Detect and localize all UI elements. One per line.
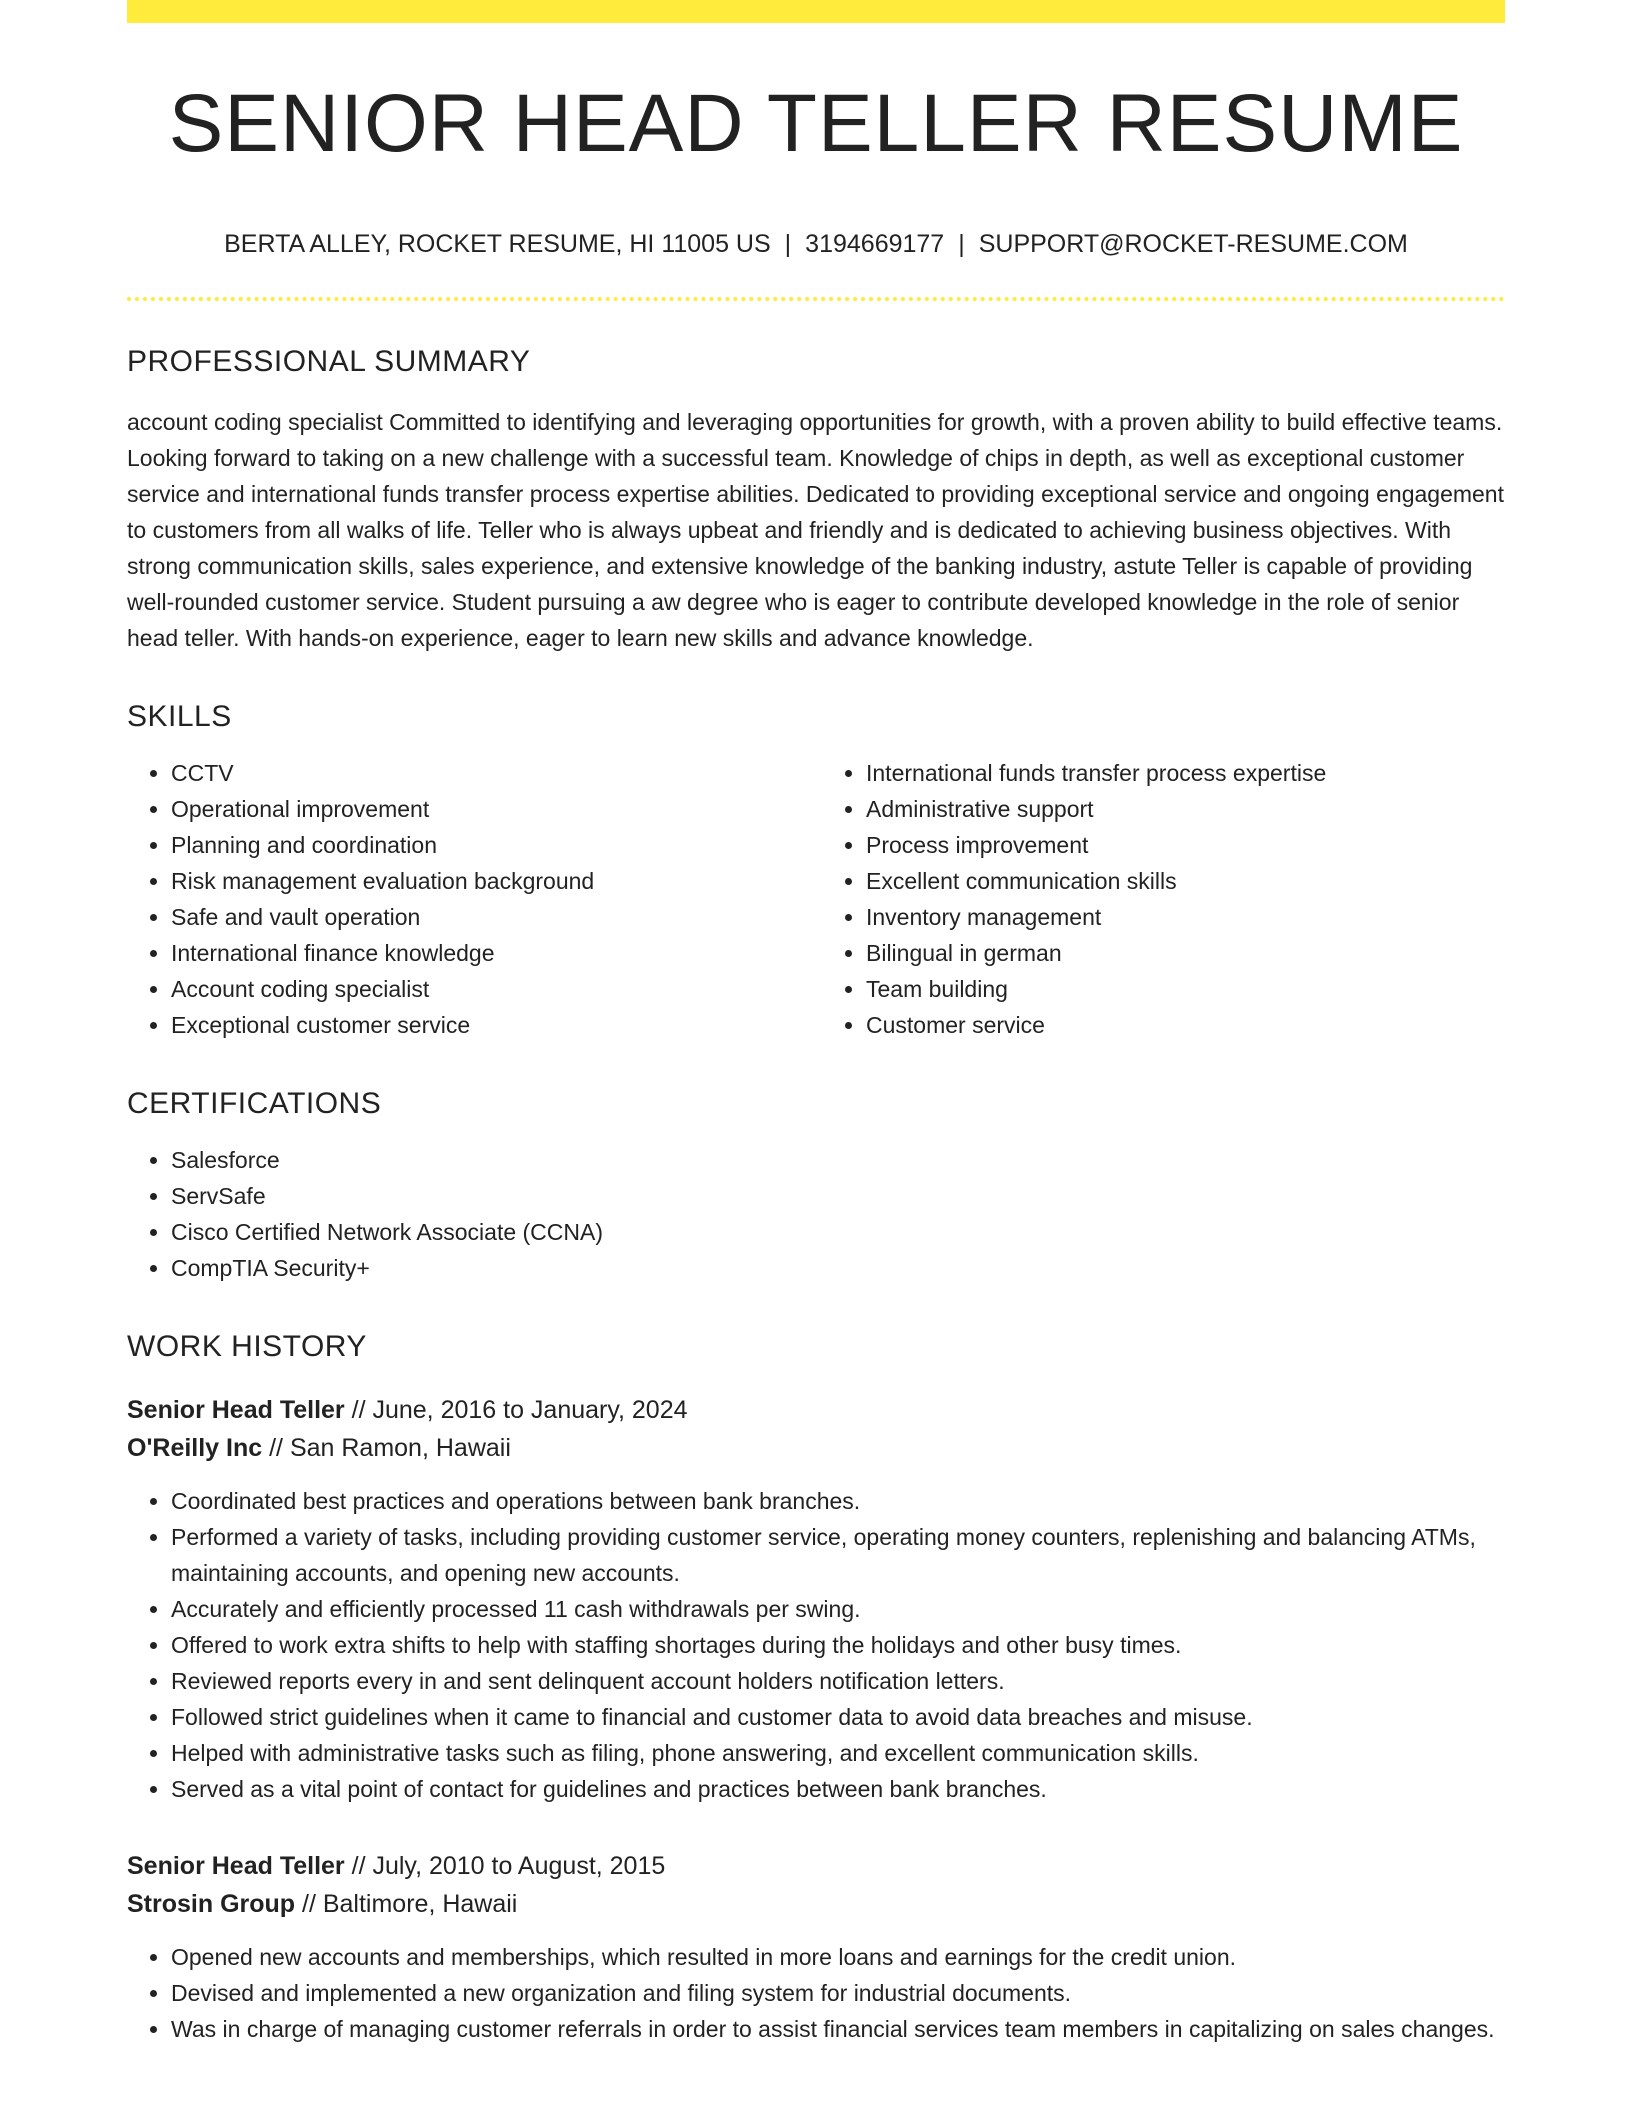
contact-separator: |	[784, 230, 792, 258]
summary-text: account coding specialist Committed to identifying and leveraging opportunities for growth, with a proven ability to build effective teams. Looking forward to taking on a new challenge with a successful team. Knowledge of chips in depth, as well as exceptional customer service and international funds transfer process expertise abilities. Dedicated to providing exceptional service and ongoing engagement to customers from all walks of life. Teller who is always upbeat and friendly and is dedicated to achieving business objectives. With strong communication skills, sales experience, and extensive knowledge of the banking industry, astute Teller is capable of providing well-rounded customer service. Student pursuing a aw degree who is eager to contribute developed knowledge in the role of senior head teller. With hands-on experience, eager to learn new skills and advance knowledge.	[127, 409, 1504, 651]
job-duty-item: • Devised and implemented a new organization and filing system for industrial documents.	[171, 1975, 1505, 2011]
skill-item: • Account coding specialist	[171, 971, 816, 1007]
skill-item: • Inventory management	[866, 899, 1505, 935]
skill-item: • Process improvement	[866, 827, 1505, 863]
certification-item: • ServSafe	[171, 1178, 1505, 1214]
skill-item: • Operational improvement	[171, 791, 816, 827]
job-duties-list	[127, 1939, 1505, 2047]
skill-item: • Customer service	[866, 1007, 1505, 1043]
job-duties-list	[127, 1483, 1505, 1807]
job-duty-item: • Followed strict guidelines when it came to financial and customer data to avoid data breaches and misuse.	[171, 1699, 1505, 1735]
contact-phone: 3194669177	[805, 230, 945, 258]
skill-item: • CCTV	[171, 755, 816, 791]
job-location: // Baltimore, Hawaii	[302, 1890, 518, 1918]
job-location: // San Ramon, Hawaii	[269, 1434, 511, 1462]
skill-item: • International finance knowledge	[171, 935, 816, 971]
dotted-divider	[127, 297, 1505, 301]
certification-item: • Cisco Certified Network Associate (CCNA)	[171, 1214, 1505, 1250]
job-duty-item: • Coordinated best practices and operations between bank branches.	[171, 1483, 1505, 1519]
job-duty-item: • Served as a vital point of contact for guidelines and practices between bank branches.	[171, 1771, 1505, 1807]
job-entry	[127, 1847, 1505, 2047]
skill-item: • Exceptional customer service	[171, 1007, 816, 1043]
professional-summary-section	[127, 345, 1505, 656]
job-company: Strosin Group	[127, 1890, 296, 1918]
certifications-list	[127, 1142, 1505, 1286]
job-title-line	[127, 1847, 1505, 1885]
section-heading-work-history: WORK HISTORY	[127, 1330, 367, 1363]
job-duty-item: • Was in charge of managing customer referrals in order to assist financial services team members in capitalizing on sales changes.	[171, 2011, 1505, 2047]
contact-email: SUPPORT@ROCKET-RESUME.COM	[978, 230, 1408, 258]
skill-item: • Planning and coordination	[171, 827, 816, 863]
certification-item: • Salesforce	[171, 1142, 1505, 1178]
job-duty-item: • Offered to work extra shifts to help with staffing shortages during the holidays and other busy times.	[171, 1627, 1505, 1663]
job-title-line	[127, 1391, 1505, 1429]
accent-top-bar	[127, 0, 1505, 23]
job-company-line	[127, 1885, 1505, 1923]
skill-item: • Bilingual in german	[866, 935, 1505, 971]
skill-item: • Risk management evaluation background	[171, 863, 816, 899]
certifications-section	[127, 1087, 1505, 1286]
resume-page	[127, 0, 1505, 2047]
job-dates: // July, 2010 to August, 2015	[351, 1852, 666, 1880]
job-entry	[127, 1391, 1505, 1807]
skills-columns	[127, 755, 1505, 1043]
section-heading-skills: SKILLS	[127, 700, 232, 733]
job-company-line	[127, 1429, 1505, 1467]
skill-item: • Team building	[866, 971, 1505, 1007]
job-duty-item: • Accurately and efficiently processed 11 cash withdrawals per swing.	[171, 1591, 1505, 1627]
certification-item: • CompTIA Security+	[171, 1250, 1505, 1286]
job-dates: // June, 2016 to January, 2024	[351, 1396, 688, 1424]
job-duty-item: • Reviewed reports every in and sent delinquent account holders notification letters.	[171, 1663, 1505, 1699]
skills-section	[127, 700, 1505, 1043]
job-duty-item: • Opened new accounts and memberships, which resulted in more loans and earnings for the credit union.	[171, 1939, 1505, 1975]
job-title: Senior Head Teller	[127, 1852, 345, 1880]
job-title: Senior Head Teller	[127, 1396, 345, 1424]
contact-address: BERTA ALLEY, ROCKET RESUME, HI 11005 US	[224, 230, 771, 258]
work-history-section	[127, 1330, 1505, 2047]
job-duty-item: • Helped with administrative tasks such as filing, phone answering, and excellent communication skills.	[171, 1735, 1505, 1771]
contact-separator: |	[958, 230, 965, 258]
job-duty-item: • Performed a variety of tasks, including providing customer service, operating money counters, replenishing and balancing ATMs, maintaining accounts, and opening new accounts.	[171, 1519, 1505, 1591]
skill-item: • Administrative support	[866, 791, 1505, 827]
skills-list-right	[816, 755, 1505, 1043]
section-heading-summary: PROFESSIONAL SUMMARY	[127, 345, 531, 378]
skills-list-left	[127, 755, 816, 1043]
resume-title: SENIOR HEAD TELLER RESUME	[168, 78, 1464, 169]
skill-item: • Excellent communication skills	[866, 863, 1505, 899]
contact-line	[127, 229, 1505, 259]
section-heading-certifications: CERTIFICATIONS	[127, 1087, 382, 1120]
skill-item: • Safe and vault operation	[171, 899, 816, 935]
job-company: O'Reilly Inc	[127, 1434, 263, 1462]
skill-item: • International funds transfer process expertise	[866, 755, 1505, 791]
